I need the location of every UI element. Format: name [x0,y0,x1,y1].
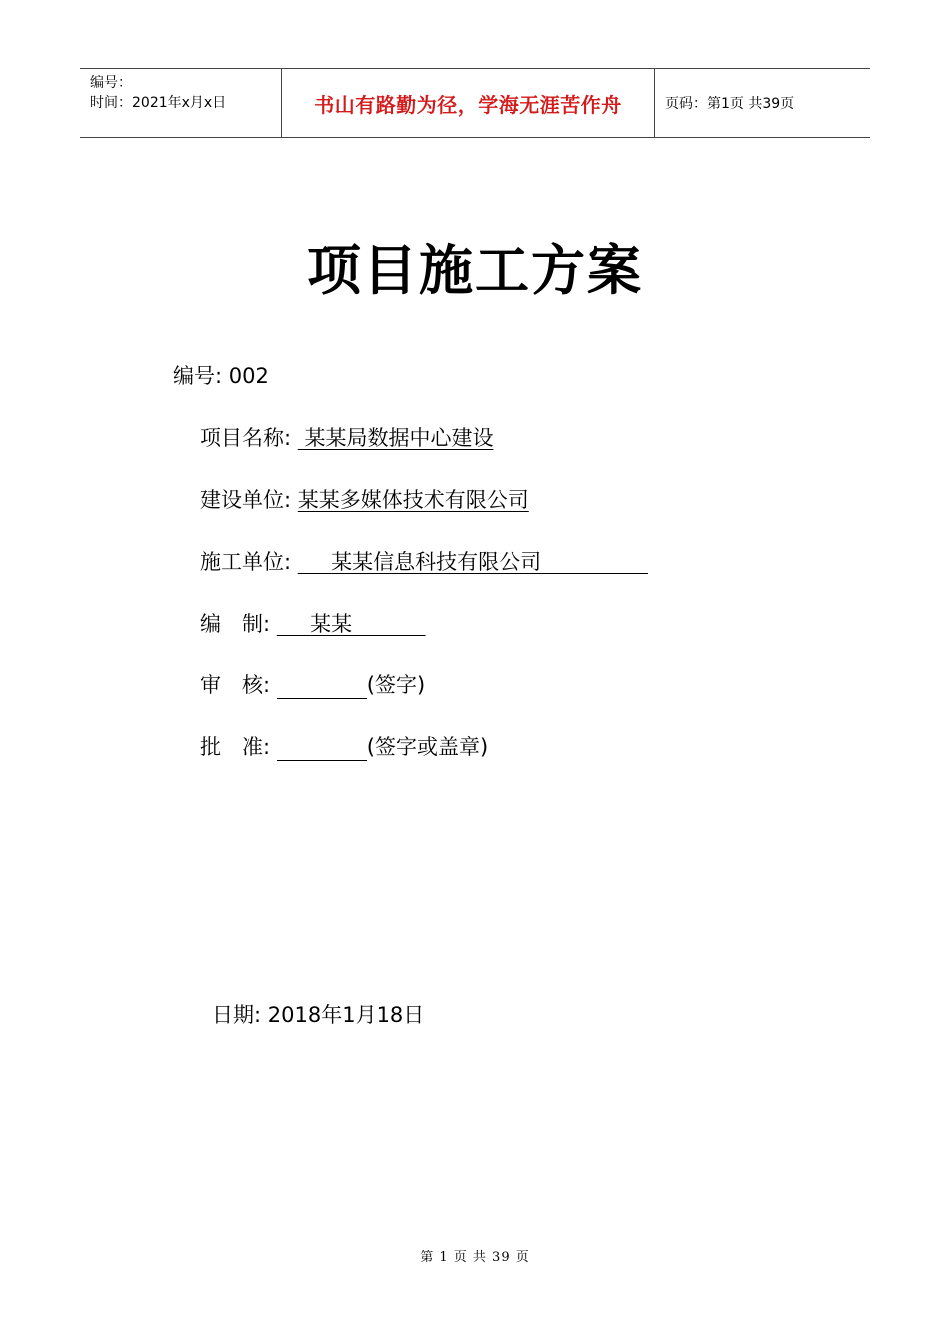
header-page-info: 页码：第1页 共39页 [665,96,795,112]
serial-label: 编号: [173,364,223,388]
header-serial-label: 编号： [90,75,132,91]
project-name-label: 项目名称: [200,426,292,450]
header-motto-cell [282,69,655,137]
approver-label: 批 准: [200,735,271,759]
document-title: 项目施工方案 [307,239,643,302]
serial-line [173,360,269,390]
contractor-label: 施工单位: [200,550,292,574]
author-value [277,612,426,636]
client-value: 某某多媒体技术有限公司 [297,488,529,512]
project-name-value [298,426,494,450]
reviewer-signature-blank[interactable] [277,676,367,699]
project-name-text: 某某局数据中心建设 [304,426,494,450]
project-name-line [200,422,493,452]
date-label: 日期: [212,1003,262,1027]
client-label: 建设单位: [200,488,292,512]
author-label: 编 制: [200,612,271,636]
header-motto: 书山有路勤为径，学海无涯苦作舟 [314,92,622,117]
reviewer-label: 审 核: [200,673,271,697]
author-line [200,608,426,638]
contractor-value [298,550,648,574]
author-text: 某某 [310,612,353,636]
client-line [200,484,529,514]
reviewer-note: (签字) [366,673,426,697]
page-header [80,68,870,138]
contractor-line [200,546,648,576]
header-page-info-cell [655,69,870,137]
date-value: 2018年1月18日 [267,1003,425,1027]
serial-value: 002 [228,364,269,388]
page-footer: 第 1 页 共 39 页 [420,1250,530,1265]
approver-line [200,731,488,761]
approver-note: (签字或盖章) [366,735,489,759]
header-time: 时间：2021年x月x日 [90,95,227,111]
header-meta [80,69,282,137]
date-line [212,999,424,1029]
contractor-text: 某某信息科技有限公司 [331,550,542,574]
reviewer-line [200,669,425,699]
approver-signature-blank[interactable] [277,738,367,761]
